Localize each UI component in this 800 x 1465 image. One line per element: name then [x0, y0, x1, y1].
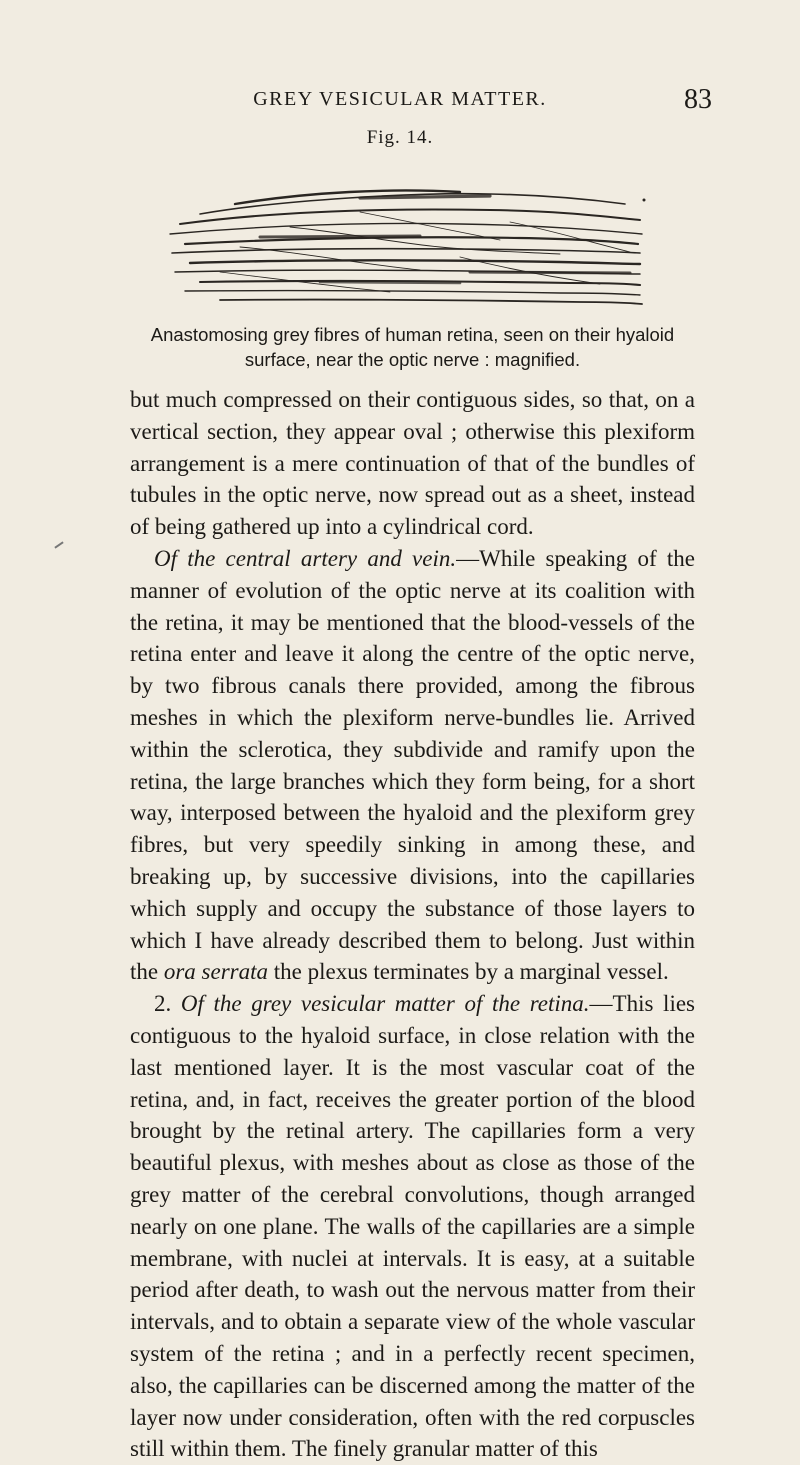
figure-label: Fig. 14.: [366, 127, 434, 148]
section-heading-grey-vesicular: Of the grey vesicular matter of the retina.: [180, 991, 590, 1017]
paragraph-3-text: —This lies contiguous to the hyaloid surface, in close relation with the last mentioned layer. It is the most vascular coat of the retina, and, in fact, receives the greater portion of the blood brought by the retinal artery. The capillaries form a very beautiful plexus, with meshes about as close as those of the grey matter of the cerebral convolutions, though arranged nearly on one plane. The walls of the capillaries are a simple membrane, with nuclei at intervals. It is easy, at a suitable period after death, to wash out the nervous matter from their intervals, and to obtain a separate view of the whole vascular system of the retina ; and in a perfectly recent specimen, also, the capillaries can be discerned among the matter of the layer now under consideration, often with the red corpuscles still within them. The finely granular matter of this: [130, 991, 695, 1462]
paragraph-2-text-a: —While speaking of the manner of evolution of the optic nerve at its coalition with the retina, it may be mentioned that the blood-vessels of the retina enter and leave it along the centre of the optic nerve, by two fibrous canals there provided, among the fibrous meshes in which the plexiform nerve-bundles lie. Arrived within the sclerotica, they subdivide and ramify upon the retina, the large branches which they form being, for a short way, interposed between the hyaloid and the plexiform grey fibres, but very speedily sinking in among these, and breaking up, by successive divisions, into the capillaries which supply and occupy the substance of those layers to which I have already described them to belong. Just within the: [130, 545, 695, 985]
running-title: GREY VESICULAR MATTER.: [253, 88, 547, 110]
figure-illustration: [160, 152, 650, 312]
section-heading-central-artery: Of the central artery and vein.: [154, 545, 457, 571]
grey-fibres-engraving-icon: [160, 152, 650, 312]
paragraph-3: [130, 988, 695, 1465]
section-number: 2.: [154, 991, 181, 1017]
margin-mark: [54, 541, 63, 548]
paragraph-2: [130, 543, 695, 988]
paragraph-2-text-b: the plexus terminates by a marginal vessel.: [268, 959, 669, 985]
figure-caption: Anastomosing grey fibres of human retina, seen on their hyaloid surface, near the optic nerve : magnified.: [150, 324, 675, 370]
body-text: [130, 384, 695, 1465]
running-head: [0, 84, 800, 118]
italic-term-ora-serrata: ora serrata: [163, 959, 269, 985]
paragraph-1: but much compressed on their contiguous sides, so that, on a vertical section, they appear oval ; otherwise this plexiform arrangement is a mere continuation of that of the bundles of tubules in the optic nerve, now spread out as a sheet, instead of being gathered up into a cylindrical cord.: [130, 387, 695, 540]
page-number: 83: [684, 84, 712, 115]
